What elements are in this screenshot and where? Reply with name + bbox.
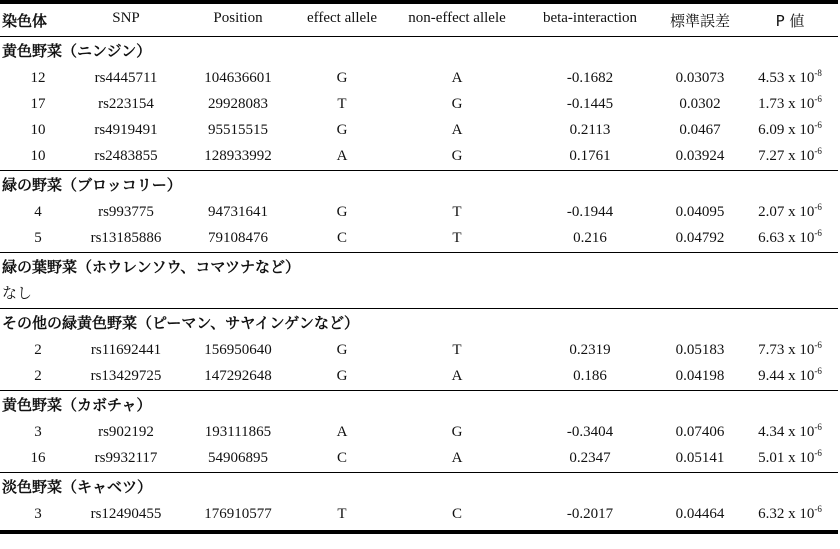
cell-effect-allele: A: [336, 424, 348, 440]
cell-position: 54906895: [208, 450, 268, 466]
cell-snp: rs4445711: [94, 70, 158, 86]
cell-chromosome: 3: [34, 424, 42, 440]
p-value-mantissa: 7.73 x 10: [758, 342, 815, 358]
p-value-exponent: -6: [814, 146, 822, 156]
cell-position: 193111865: [204, 424, 272, 440]
header-effect-allele: effect allele: [306, 10, 378, 26]
cell-effect-allele: A: [336, 148, 348, 164]
cell-non-effect-allele: A: [451, 70, 463, 86]
cell-p-value: [710, 424, 840, 441]
cell-chromosome: 5: [34, 230, 42, 246]
p-value-exponent: -6: [814, 422, 822, 432]
cell-position: 176910577: [204, 506, 272, 522]
group-label: その他の緑黄色野菜（ピーマン、サヤインゲンなど）: [2, 314, 360, 332]
table-border-thick: [0, 0, 838, 4]
p-value-exponent: -6: [814, 202, 822, 212]
cell-snp: rs13429725: [90, 368, 162, 384]
row-divider: [0, 390, 838, 391]
p-value-mantissa: 5.01 x 10: [758, 450, 815, 466]
cell-position: 95515515: [208, 122, 268, 138]
cell-standard-error: 0.03073: [675, 70, 725, 86]
cell-non-effect-allele: T: [452, 342, 462, 358]
group-label: 黄色野菜（カボチャ）: [2, 396, 152, 414]
group-label: 緑の葉野菜（ホウレンソウ、コマツナなど）: [2, 258, 300, 276]
p-value-mantissa: 4.34 x 10: [758, 424, 815, 440]
cell-p-value: [710, 148, 840, 165]
cell-p-value: [710, 70, 840, 87]
cell-effect-allele: G: [336, 342, 348, 358]
row-divider: [0, 472, 838, 473]
p-value-exponent: -6: [814, 366, 822, 376]
cell-position: 79108476: [208, 230, 268, 246]
group-label: 緑の野菜（ブロッコリー）: [2, 176, 182, 194]
header-position: Position: [213, 10, 263, 26]
cell-chromosome: 10: [30, 122, 46, 138]
cell-standard-error: 0.0467: [679, 122, 721, 138]
cell-beta-interaction: 0.2319: [569, 342, 611, 358]
cell-snp: rs12490455: [90, 506, 162, 522]
cell-p-value: [710, 506, 840, 523]
cell-position: 29928083: [208, 96, 268, 112]
cell-chromosome: 16: [30, 450, 46, 466]
cell-beta-interaction: -0.1445: [566, 96, 614, 112]
cell-p-value: [710, 368, 840, 385]
cell-standard-error: 0.04464: [675, 506, 725, 522]
cell-standard-error: 0.07406: [675, 424, 725, 440]
cell-beta-interaction: -0.1944: [566, 204, 614, 220]
p-value-exponent: -8: [814, 68, 822, 78]
group-label: 淡色野菜（キャベツ）: [2, 478, 153, 496]
header-p-value: P 値: [775, 12, 805, 30]
header-chromosome: 染色体: [2, 12, 48, 30]
cell-position: 147292648: [204, 368, 272, 384]
cell-position: 128933992: [204, 148, 272, 164]
p-value-mantissa: 6.63 x 10: [758, 230, 815, 246]
cell-standard-error: 0.04198: [675, 368, 725, 384]
p-value-exponent: -6: [814, 448, 822, 458]
row-divider: [0, 170, 838, 171]
cell-chromosome: 3: [34, 506, 42, 522]
cell-position: 156950640: [204, 342, 272, 358]
cell-standard-error: 0.05141: [675, 450, 725, 466]
p-value-mantissa: 1.73 x 10: [758, 96, 815, 112]
cell-standard-error: 0.04792: [675, 230, 725, 246]
p-value-mantissa: 4.53 x 10: [758, 70, 815, 86]
cell-chromosome: 12: [30, 70, 46, 86]
cell-beta-interaction: -0.1682: [566, 70, 614, 86]
cell-effect-allele: G: [336, 70, 348, 86]
cell-effect-allele: C: [336, 230, 347, 246]
p-value-mantissa: 6.09 x 10: [758, 122, 815, 138]
row-divider: [0, 252, 838, 253]
cell-snp: rs223154: [98, 96, 154, 112]
p-value-exponent: -6: [814, 228, 822, 238]
group-none-text: なし: [2, 284, 33, 302]
cell-beta-interaction: -0.2017: [566, 506, 614, 522]
row-divider: [0, 36, 838, 37]
p-value-exponent: -6: [814, 94, 822, 104]
cell-non-effect-allele: G: [451, 148, 463, 164]
cell-snp: rs4919491: [94, 122, 158, 138]
cell-effect-allele: T: [337, 506, 347, 522]
cell-p-value: [710, 96, 840, 113]
cell-chromosome: 2: [34, 342, 42, 358]
cell-non-effect-allele: A: [451, 368, 463, 384]
cell-standard-error: 0.03924: [675, 148, 725, 164]
table-border-thick: [0, 530, 838, 534]
cell-chromosome: 10: [30, 148, 46, 164]
cell-snp: rs902192: [98, 424, 154, 440]
cell-effect-allele: G: [336, 122, 348, 138]
cell-p-value: [710, 230, 840, 247]
cell-non-effect-allele: C: [451, 506, 462, 522]
cell-snp: rs13185886: [90, 230, 162, 246]
cell-beta-interaction: 0.216: [573, 230, 607, 246]
cell-snp: rs993775: [98, 204, 154, 220]
cell-non-effect-allele: G: [451, 424, 463, 440]
cell-non-effect-allele: A: [451, 450, 463, 466]
cell-effect-allele: T: [337, 96, 347, 112]
p-value-mantissa: 6.32 x 10: [758, 506, 815, 522]
p-value-exponent: -6: [814, 120, 822, 130]
header-non-effect-allele: non-effect allele: [408, 10, 506, 26]
cell-standard-error: 0.04095: [675, 204, 725, 220]
cell-beta-interaction: 0.2347: [569, 450, 611, 466]
cell-chromosome: 17: [30, 96, 46, 112]
cell-non-effect-allele: T: [452, 204, 462, 220]
group-label: 黄色野菜（ニンジン）: [2, 42, 152, 60]
p-value-exponent: -6: [814, 340, 822, 350]
cell-effect-allele: C: [336, 450, 347, 466]
header-beta-interaction: beta-interaction: [542, 10, 638, 26]
p-value-mantissa: 7.27 x 10: [758, 148, 815, 164]
cell-effect-allele: G: [336, 368, 348, 384]
cell-p-value: [710, 342, 840, 359]
header-snp: SNP: [112, 10, 140, 26]
cell-standard-error: 0.05183: [675, 342, 725, 358]
cell-non-effect-allele: G: [451, 96, 463, 112]
header-standard-error: 標準誤差: [669, 12, 730, 30]
p-value-exponent: -6: [814, 504, 822, 514]
cell-beta-interaction: 0.1761: [569, 148, 611, 164]
p-value-mantissa: 2.07 x 10: [758, 204, 815, 220]
cell-p-value: [710, 204, 840, 221]
cell-chromosome: 2: [34, 368, 42, 384]
cell-beta-interaction: 0.2113: [569, 122, 611, 138]
cell-snp: rs2483855: [94, 148, 158, 164]
row-divider: [0, 308, 838, 309]
cell-position: 104636601: [204, 70, 272, 86]
cell-p-value: [710, 122, 840, 139]
cell-standard-error: 0.0302: [679, 96, 721, 112]
cell-chromosome: 4: [34, 204, 42, 220]
cell-position: 94731641: [208, 204, 268, 220]
cell-snp: rs11692441: [90, 342, 162, 358]
cell-effect-allele: G: [336, 204, 348, 220]
cell-non-effect-allele: A: [451, 122, 463, 138]
cell-non-effect-allele: T: [452, 230, 462, 246]
cell-beta-interaction: 0.186: [573, 368, 607, 384]
cell-beta-interaction: -0.3404: [566, 424, 614, 440]
p-value-mantissa: 9.44 x 10: [758, 368, 815, 384]
cell-snp: rs9932117: [94, 450, 158, 466]
cell-p-value: [710, 450, 840, 467]
